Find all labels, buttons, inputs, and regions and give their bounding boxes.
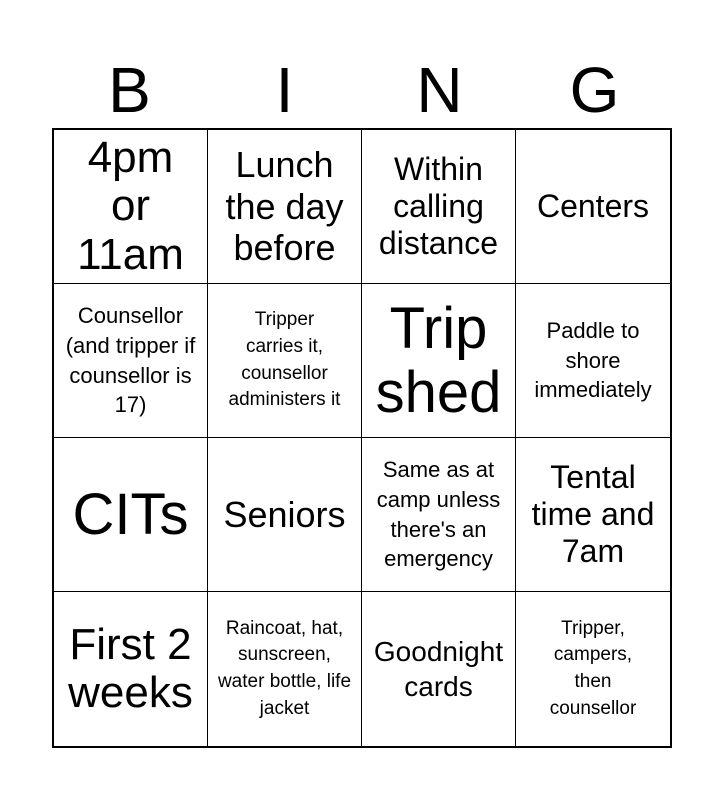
- cell-text: Same as at camp unless there's an emergency: [376, 457, 501, 572]
- header-letter-b: B: [108, 54, 151, 126]
- bingo-board: [52, 128, 672, 748]
- bingo-cell[interactable]: [362, 130, 516, 284]
- bingo-cell[interactable]: [208, 130, 362, 284]
- bingo-header: [52, 52, 672, 128]
- cell-text: Trip shed: [375, 295, 502, 425]
- cell-text: Tripper, campers, then counsellor: [549, 617, 637, 719]
- header-letter-i: I: [275, 54, 294, 126]
- bingo-cell[interactable]: [516, 130, 670, 284]
- cell-text: Seniors: [223, 493, 346, 535]
- bingo-cell[interactable]: [516, 438, 670, 592]
- cell-text: CITs: [72, 481, 189, 547]
- bingo-cell[interactable]: [516, 284, 670, 438]
- cell-text: Tental time and 7am: [531, 459, 655, 569]
- cell-text: Tripper carries it, counsellor administers it: [228, 309, 341, 411]
- bingo-cell[interactable]: [54, 130, 208, 284]
- bingo-cell[interactable]: [54, 592, 208, 746]
- cell-text: 4pm or 11am: [77, 132, 184, 279]
- cell-text: Within calling distance: [378, 151, 499, 261]
- cell-text: First 2 weeks: [68, 619, 193, 717]
- bingo-cell[interactable]: [54, 284, 208, 438]
- header-letter-n: N: [416, 54, 463, 126]
- bingo-cell[interactable]: [208, 592, 362, 746]
- cell-text: Counsellor (and tripper if counsellor is 17): [65, 303, 196, 418]
- bingo-cell[interactable]: [54, 438, 208, 592]
- bingo-cell[interactable]: [362, 438, 516, 592]
- cell-text: Centers: [536, 188, 650, 225]
- cell-text: Paddle to shore immediately: [534, 317, 652, 403]
- header-letter-g: G: [569, 54, 620, 126]
- bingo-cell[interactable]: [208, 284, 362, 438]
- cell-text: Lunch the day before: [225, 144, 344, 269]
- bingo-cell[interactable]: [516, 592, 670, 746]
- bingo-cell[interactable]: [208, 438, 362, 592]
- bingo-cell[interactable]: [362, 592, 516, 746]
- bingo-cell[interactable]: [362, 284, 516, 438]
- cell-text: Raincoat, hat, sunscreen, water bottle, life jacket: [217, 617, 352, 719]
- cell-text: Goodnight cards: [373, 636, 504, 702]
